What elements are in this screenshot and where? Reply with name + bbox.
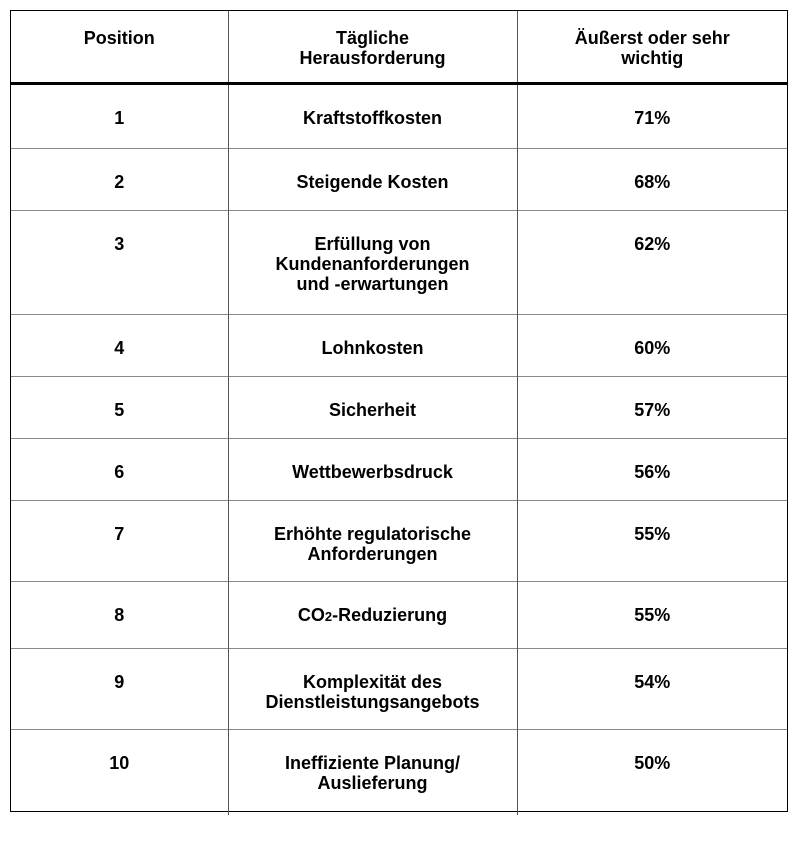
table-row bbox=[11, 500, 787, 581]
importance-cell: 57% bbox=[517, 376, 787, 438]
position-cell: 7 bbox=[11, 500, 228, 581]
header-importance: Äußerst oder sehr wichtig bbox=[517, 11, 787, 83]
challenge-cell: Erhöhte regulatorische Anforderungen bbox=[228, 500, 517, 581]
challenge-cell: Steigende Kosten bbox=[228, 148, 517, 210]
importance-cell: 60% bbox=[517, 314, 787, 376]
subscript-two: 2 bbox=[324, 608, 333, 624]
table-row bbox=[11, 581, 787, 648]
position-cell: 2 bbox=[11, 148, 228, 210]
header-position: Position bbox=[11, 11, 228, 83]
challenge-cell: Komplexität des Dienstleistungsangebots bbox=[228, 648, 517, 729]
position-cell: 6 bbox=[11, 438, 228, 500]
challenge-suffix: -Reduzierung bbox=[332, 604, 448, 625]
position-cell: 5 bbox=[11, 376, 228, 438]
table-row bbox=[11, 83, 787, 148]
position-cell: 4 bbox=[11, 314, 228, 376]
ranking-table bbox=[11, 11, 787, 815]
table-row bbox=[11, 376, 787, 438]
position-cell: 10 bbox=[11, 729, 228, 815]
table-row bbox=[11, 438, 787, 500]
challenge-prefix: CO bbox=[297, 604, 325, 625]
challenges-table bbox=[10, 10, 788, 812]
challenge-cell: Erfüllung von Kundenanforderungen und -erwartungen bbox=[228, 210, 517, 314]
table-row bbox=[11, 648, 787, 729]
table-row bbox=[11, 729, 787, 815]
table-row bbox=[11, 314, 787, 376]
challenge-cell: Ineffiziente Planung/ Auslieferung bbox=[228, 729, 517, 815]
table-row bbox=[11, 210, 787, 314]
challenge-cell: Lohnkosten bbox=[228, 314, 517, 376]
header-row bbox=[11, 11, 787, 83]
importance-cell: 55% bbox=[517, 581, 787, 648]
importance-cell: 62% bbox=[517, 210, 787, 314]
importance-cell: 68% bbox=[517, 148, 787, 210]
importance-cell: 54% bbox=[517, 648, 787, 729]
position-cell: 9 bbox=[11, 648, 228, 729]
challenge-cell: Kraftstoffkosten bbox=[228, 83, 517, 148]
importance-cell: 71% bbox=[517, 83, 787, 148]
table-row bbox=[11, 148, 787, 210]
position-cell: 3 bbox=[11, 210, 228, 314]
challenge-cell: Sicherheit bbox=[228, 376, 517, 438]
header-challenge: Tägliche Herausforderung bbox=[228, 11, 517, 83]
importance-cell: 55% bbox=[517, 500, 787, 581]
position-cell: 8 bbox=[11, 581, 228, 648]
importance-cell: 56% bbox=[517, 438, 787, 500]
position-cell: 1 bbox=[114, 107, 125, 128]
challenge-cell: Wettbewerbsdruck bbox=[228, 438, 517, 500]
importance-cell: 50% bbox=[517, 729, 787, 815]
challenge-cell bbox=[228, 581, 517, 648]
